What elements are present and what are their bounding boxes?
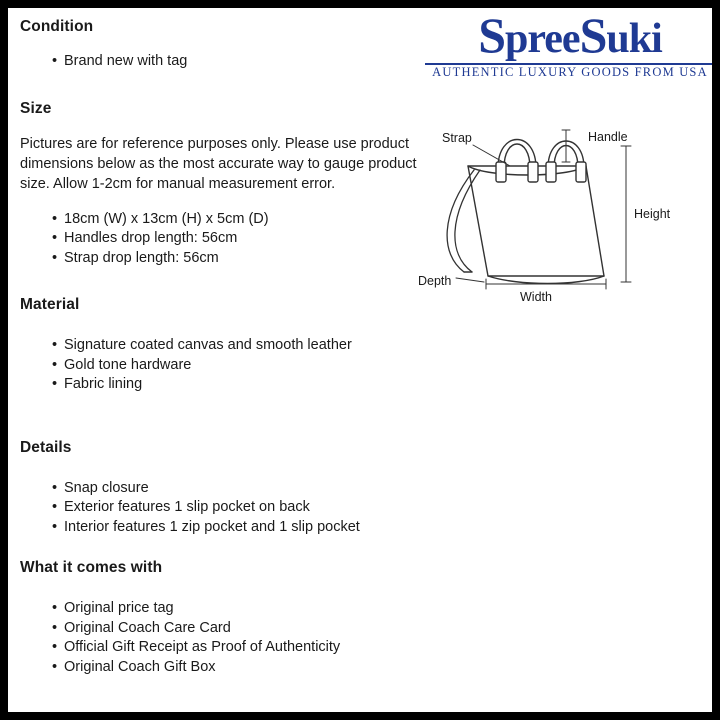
list-item: • Handles drop length: 56cm — [52, 229, 420, 249]
list-item: • Gold tone hardware — [52, 356, 420, 376]
brand-name: SpreeSuki — [478, 8, 662, 63]
section-heading-details: Details — [20, 438, 72, 456]
label-height: Height — [634, 207, 671, 221]
bag-dimensions-diagram — [418, 104, 710, 319]
section-heading-condition: Condition — [20, 18, 94, 35]
list-item: • Fabric lining — [52, 375, 420, 395]
bullet-list-what-it-comes-with — [20, 599, 420, 677]
size-paragraph: Pictures are for reference purposes only. Please use product dimensions below as the most accurate way to gauge product size. Allow 1-2cm for manual measurement error. — [20, 135, 417, 192]
list-item: • Original Coach Gift Box — [52, 658, 420, 678]
product-description — [20, 18, 420, 683]
list-item: • Exterior features 1 slip pocket on back — [52, 498, 420, 518]
list-item: • 18cm (W) x 13cm (H) x 5cm (D) — [52, 210, 420, 230]
bullet-list-details — [20, 479, 420, 538]
list-item: • Official Gift Receipt as Proof of Authenticity — [52, 638, 420, 658]
list-item: • Brand new with tag — [52, 52, 420, 72]
section-heading-material: Material — [20, 296, 80, 313]
list-item: • Signature coated canvas and smooth leather — [52, 336, 420, 356]
document-page — [8, 8, 712, 712]
label-strap: Strap — [442, 131, 472, 145]
bullet-list-condition — [20, 52, 420, 72]
list-item: • Strap drop length: 56cm — [52, 249, 420, 269]
list-item: • Snap closure — [52, 479, 420, 499]
bullet-list-material — [20, 336, 420, 395]
list-item: • Interior features 1 zip pocket and 1 slip pocket — [52, 518, 420, 538]
label-width: Width — [520, 290, 552, 304]
list-item: • Original Coach Care Card — [52, 619, 420, 639]
section-heading-size: Size — [20, 99, 52, 117]
label-depth: Depth — [418, 274, 452, 288]
bullet-list-size — [20, 210, 420, 269]
brand-tagline: AUTHENTIC LUXURY GOODS FROM USA — [432, 65, 708, 79]
brand-logo — [420, 8, 712, 80]
label-handle: Handle — [588, 130, 628, 144]
section-heading-what-it-comes-with: What it comes with — [20, 559, 163, 576]
list-item: • Original price tag — [52, 599, 420, 619]
